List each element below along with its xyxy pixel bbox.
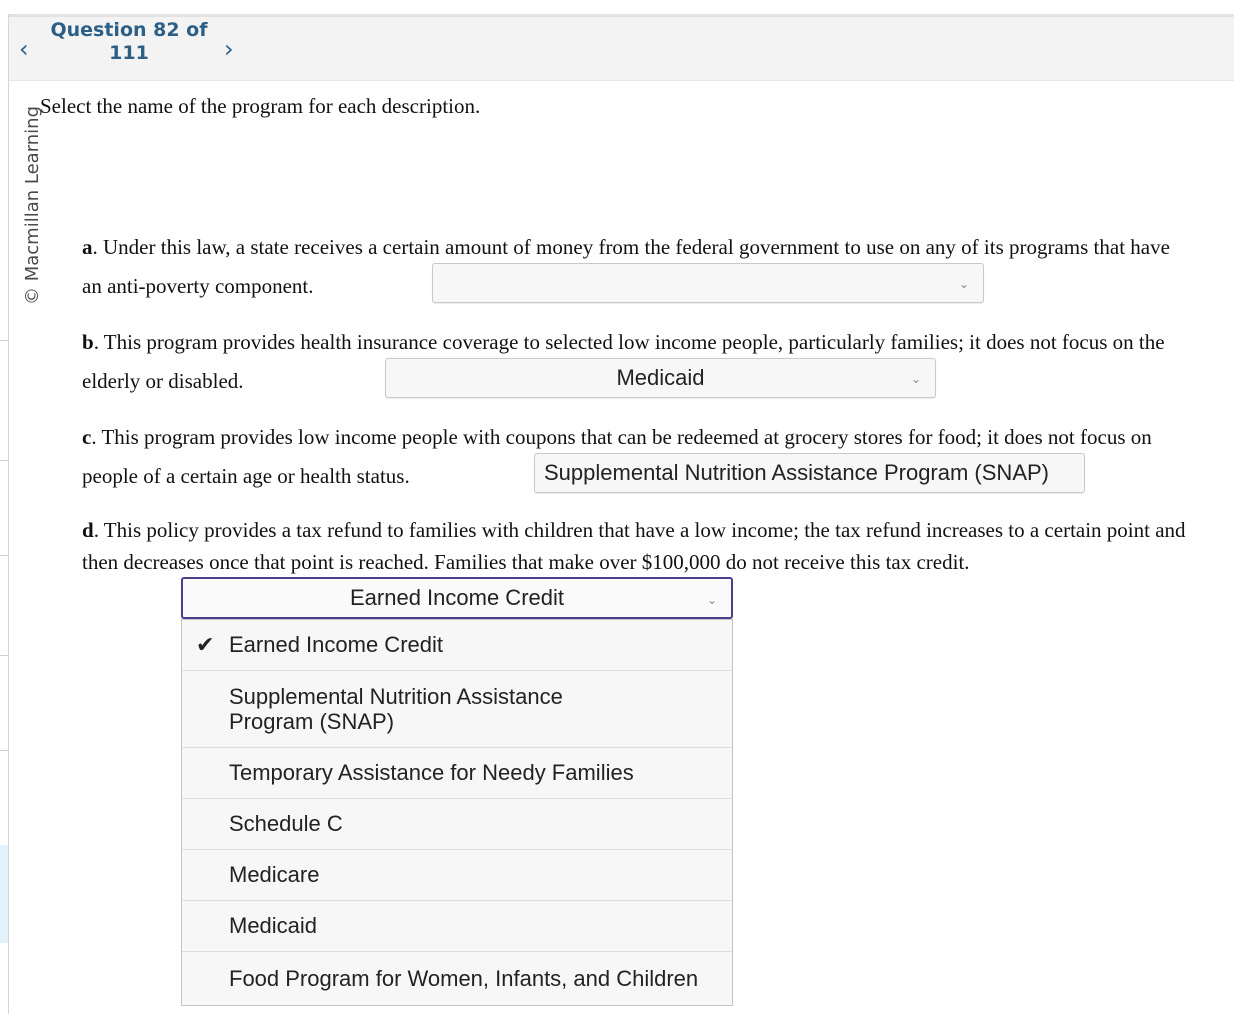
question-nav-header	[9, 14, 1234, 81]
instruction-text: Select the name of the program for each description.	[40, 94, 481, 118]
selected-value: Earned Income Credit	[350, 585, 564, 610]
question-d	[82, 514, 1192, 578]
chevron-down-icon: ⌄	[706, 593, 717, 607]
left-divider-tick	[0, 340, 8, 341]
checkmark-icon: ✔	[196, 632, 215, 658]
option-label: Food Program for Women, Infants, and Children	[229, 965, 699, 991]
answer-select-d[interactable]	[181, 577, 733, 619]
chevron-right-icon[interactable]: ›	[224, 35, 234, 63]
left-divider-tick	[0, 460, 8, 461]
left-divider-tick	[0, 655, 8, 656]
option-label: Supplemental Nutrition Assistance Program (SNAP)	[229, 684, 563, 734]
selected-value: Medicaid	[616, 365, 705, 390]
dropdown-option-earned-income-credit[interactable]	[182, 620, 732, 671]
option-label: Medicare	[229, 862, 320, 887]
question-counter-line1: Question 82 of	[50, 19, 208, 41]
selected-value: Supplemental Nutrition Assistance Program (SNAP)	[544, 460, 1049, 485]
question-text: . Under this law, a state receives a certain amount of money from the federal government to use on any of its programs that have an anti-poverty component.	[82, 235, 1170, 298]
dropdown-option-snap[interactable]	[182, 671, 732, 748]
dropdown-option-schedule-c[interactable]	[182, 799, 732, 850]
question-letter: c	[82, 425, 92, 449]
option-label: Medicaid	[229, 913, 318, 938]
option-label: Schedule C	[229, 811, 343, 836]
question-letter: d	[82, 518, 94, 542]
chevron-left-icon[interactable]: ‹	[19, 35, 29, 63]
question-text: . This program provides low income people with coupons that can be redeemed at grocery stores for food; it does not focus on people of a certain age or health status.	[82, 425, 1152, 488]
chevron-down-icon: ⌄	[910, 372, 921, 386]
left-divider	[8, 14, 9, 1014]
answer-dropdown-menu	[181, 619, 733, 1006]
option-label: Earned Income Credit	[229, 632, 443, 657]
answer-select-c[interactable]	[534, 453, 1085, 493]
question-text: . This program provides health insurance coverage to selected low income people, particularly families; it does not focus on the elderly or disabled.	[82, 330, 1165, 393]
option-label: Temporary Assistance for Needy Families	[229, 760, 634, 785]
left-divider-tick	[0, 555, 8, 556]
dropdown-option-medicare[interactable]	[182, 850, 732, 901]
answer-select-b[interactable]	[385, 358, 936, 398]
dropdown-option-medicaid[interactable]	[182, 901, 732, 952]
question-counter-line2: 111	[109, 42, 149, 64]
dropdown-option-wic[interactable]	[182, 952, 732, 1005]
question-counter	[49, 19, 209, 65]
left-divider-tick	[0, 750, 8, 751]
answer-select-a[interactable]	[432, 263, 984, 303]
copyright-watermark: © Macmillan Learning	[22, 105, 43, 305]
left-sidebar-highlight	[0, 845, 8, 943]
dropdown-option-tanf[interactable]	[182, 748, 732, 799]
question-letter: a	[82, 235, 93, 259]
chevron-down-icon: ⌄	[958, 277, 969, 291]
question-text: . This policy provides a tax refund to families with children that have a low income; the tax refund increases to a certain point and then decreases once that point is reached. Families that make over $100,000 do not receive this tax credit.	[82, 518, 1186, 574]
question-letter: b	[82, 330, 94, 354]
